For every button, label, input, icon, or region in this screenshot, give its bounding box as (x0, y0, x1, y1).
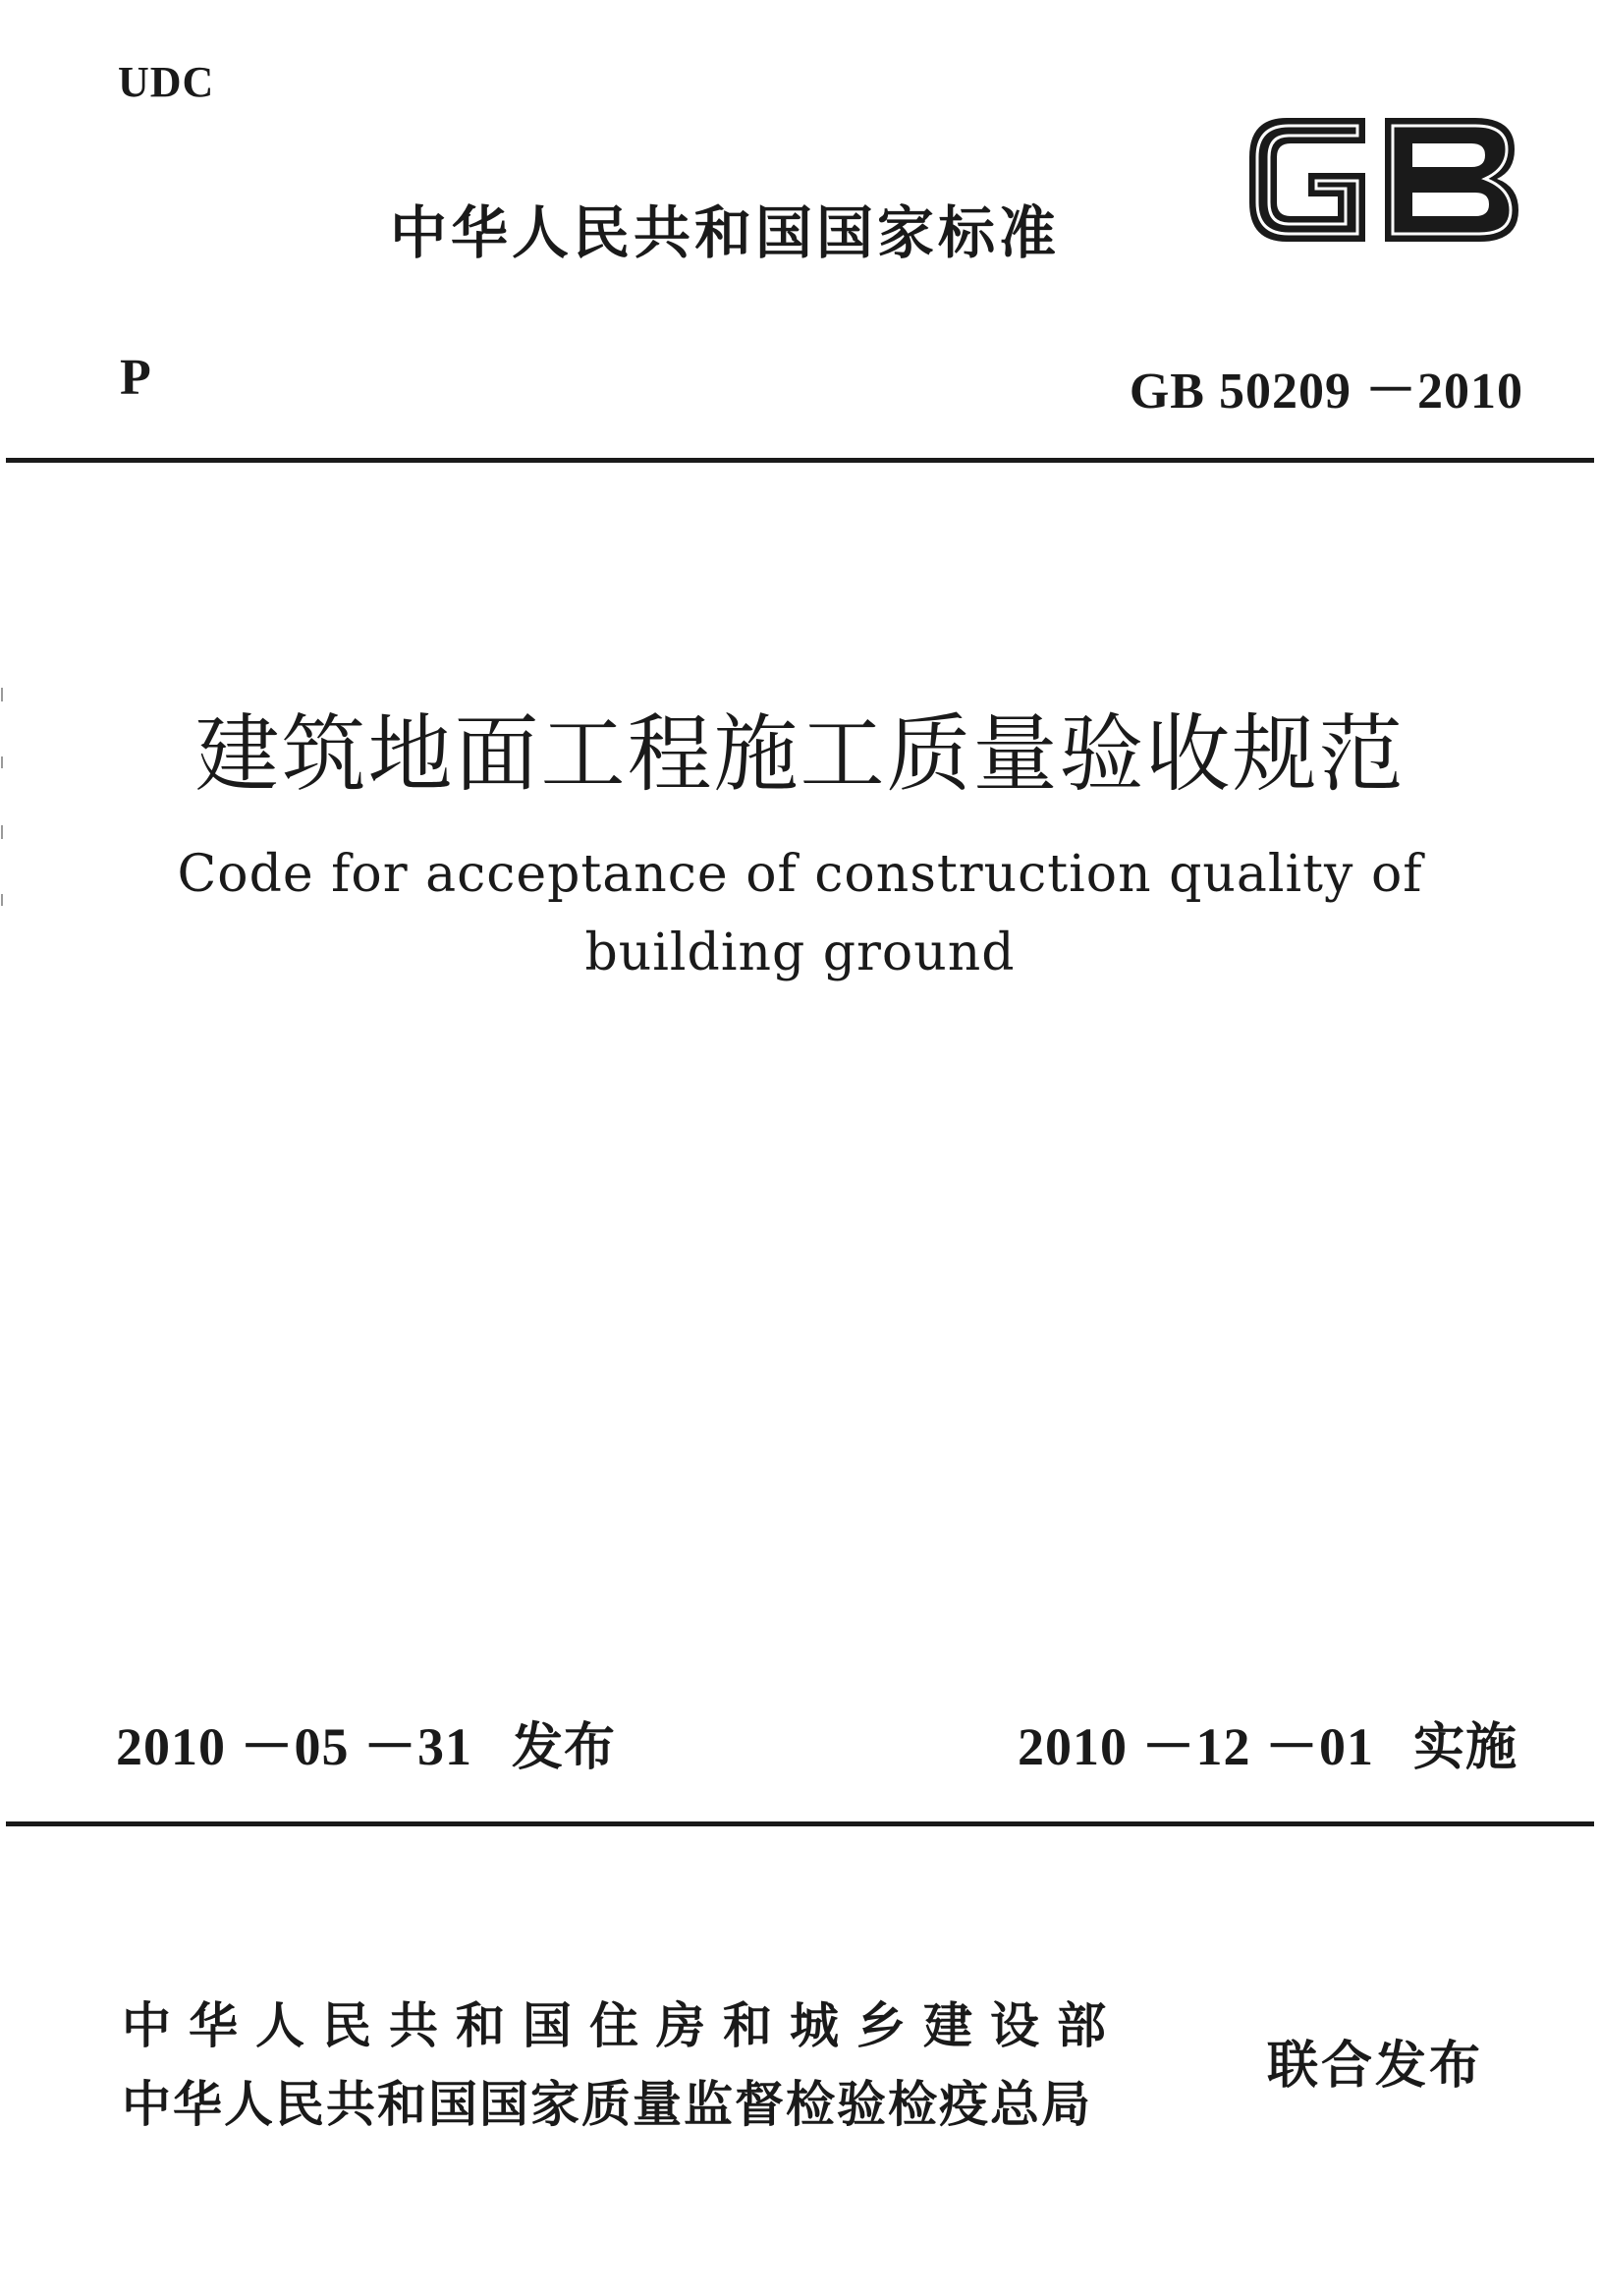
publisher-aqsiq: 中华人民共和国国家质量监督检验检疫总局 (122, 2076, 1092, 2133)
joint-publish-label: 联合发布 (1267, 2037, 1484, 2096)
effective-date: 2010 －12 －01 (1017, 1717, 1374, 1776)
standard-number: GB 50209 －2010 (1129, 364, 1523, 420)
issue-label: 发布 (512, 1718, 617, 1777)
gb-logo (1240, 106, 1524, 253)
category-code: P (120, 350, 151, 406)
title-english-line-1: Code for acceptance of construction quality of (177, 845, 1423, 904)
title-english (0, 835, 1600, 992)
effective-label: 实施 (1412, 1718, 1517, 1777)
title-chinese: 建筑地面工程施工质量验收规范 (194, 705, 1406, 804)
issue-date: 2010 －05 －31 (116, 1717, 472, 1776)
publisher-ministry: 中华人民共和国住房和城乡建设部 (122, 1997, 1124, 2054)
national-standard-heading: 中华人民共和国国家标准 (390, 199, 1061, 266)
scan-edge-marks (0, 688, 6, 924)
udc-label: UDC (118, 58, 215, 106)
issue-date-line (116, 1705, 616, 1780)
top-divider (6, 458, 1594, 463)
title-english-line-2: building ground (584, 924, 1016, 982)
effective-date-line (1018, 1705, 1517, 1780)
bottom-divider (6, 1821, 1594, 1826)
